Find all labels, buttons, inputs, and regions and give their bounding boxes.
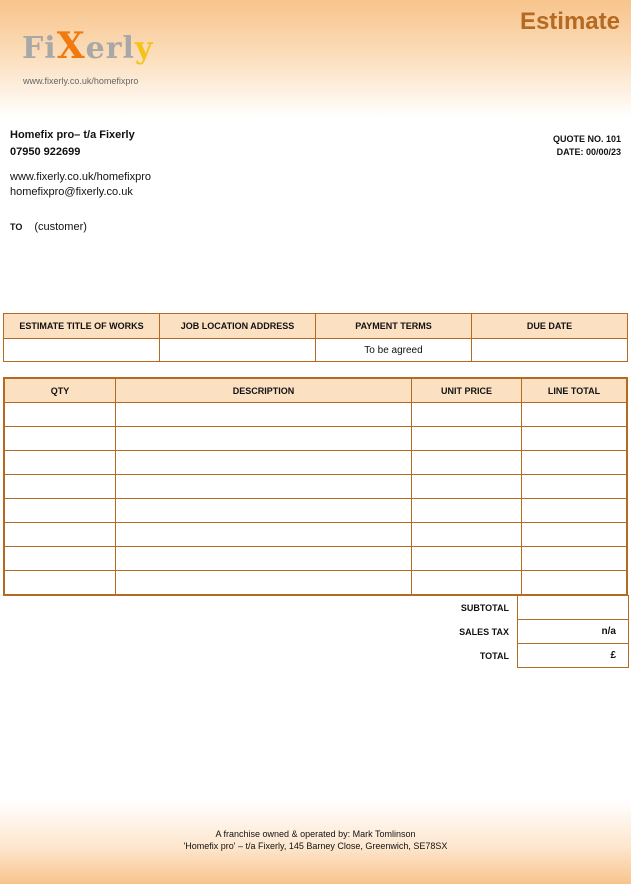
footer-owner: A franchise owned & operated by: Mark Tomlinson bbox=[215, 829, 416, 839]
description-cell[interactable] bbox=[116, 451, 412, 475]
description-cell[interactable] bbox=[116, 499, 412, 523]
table-row bbox=[4, 571, 627, 596]
company-email[interactable]: homefixpro@fixerly.co.uk bbox=[10, 186, 133, 198]
sales-tax-value[interactable]: n/a bbox=[518, 620, 629, 644]
header-description: DESCRIPTION bbox=[116, 378, 412, 403]
line-total-cell[interactable] bbox=[522, 523, 628, 547]
document-title: Estimate bbox=[519, 8, 620, 35]
customer-field[interactable]: (customer) bbox=[34, 221, 87, 233]
subtotal-value[interactable] bbox=[518, 596, 629, 620]
qty-cell[interactable] bbox=[4, 547, 116, 571]
cell-due-date[interactable] bbox=[472, 339, 628, 362]
logo-url: www.fixerly.co.uk/homefixpro bbox=[23, 76, 139, 86]
header-line-total: LINE TOTAL bbox=[522, 378, 628, 403]
to-block bbox=[10, 221, 87, 233]
table-row bbox=[4, 403, 627, 427]
item-rows bbox=[4, 403, 627, 596]
line-total-cell[interactable] bbox=[522, 499, 628, 523]
table-row bbox=[4, 475, 627, 499]
cell-title-of-works[interactable] bbox=[4, 339, 160, 362]
line-total-cell[interactable] bbox=[522, 427, 628, 451]
job-info-table bbox=[3, 313, 628, 362]
unit-price-cell[interactable] bbox=[412, 547, 522, 571]
unit-price-cell[interactable] bbox=[412, 451, 522, 475]
header-unit-price: UNIT PRICE bbox=[412, 378, 522, 403]
footer-address: 'Homefix pro' – t/a Fixerly, 145 Barney Close, Greenwich, SE78SX bbox=[183, 841, 448, 851]
description-cell[interactable] bbox=[116, 571, 412, 596]
header-payment-terms: PAYMENT TERMS bbox=[316, 314, 472, 339]
qty-cell[interactable] bbox=[4, 427, 116, 451]
subtotal-label: SUBTOTAL bbox=[460, 602, 509, 613]
description-cell[interactable] bbox=[116, 547, 412, 571]
cell-job-location[interactable] bbox=[160, 339, 316, 362]
line-total-cell[interactable] bbox=[522, 403, 628, 427]
company-name: Homefix pro– t/a Fixerly bbox=[10, 129, 135, 141]
description-cell[interactable] bbox=[116, 475, 412, 499]
line-total-cell[interactable] bbox=[522, 475, 628, 499]
to-label: TO bbox=[10, 222, 23, 232]
line-total-cell[interactable] bbox=[522, 451, 628, 475]
cell-payment-terms[interactable]: To be agreed bbox=[316, 339, 472, 362]
unit-price-cell[interactable] bbox=[412, 571, 522, 596]
totals-table bbox=[440, 595, 629, 668]
company-website[interactable]: www.fixerly.co.uk/homefixpro bbox=[10, 171, 152, 183]
unit-price-cell[interactable] bbox=[412, 523, 522, 547]
qty-cell[interactable] bbox=[4, 475, 116, 499]
total-label: TOTAL bbox=[479, 650, 509, 661]
company-phone: 07950 922699 bbox=[10, 146, 81, 158]
fixerly-logo: FiXerly bbox=[22, 25, 154, 67]
table-row bbox=[4, 451, 627, 475]
quote-info bbox=[553, 133, 621, 159]
unit-price-cell[interactable] bbox=[412, 475, 522, 499]
qty-cell[interactable] bbox=[4, 523, 116, 547]
quote-number: QUOTE NO. 101 bbox=[552, 134, 621, 144]
header-due-date: DUE DATE bbox=[472, 314, 628, 339]
line-items-table bbox=[3, 377, 628, 596]
header-job-location: JOB LOCATION ADDRESS bbox=[160, 314, 316, 339]
table-row bbox=[4, 523, 627, 547]
description-cell[interactable] bbox=[116, 523, 412, 547]
qty-cell[interactable] bbox=[4, 571, 116, 596]
qty-cell[interactable] bbox=[4, 499, 116, 523]
unit-price-cell[interactable] bbox=[412, 499, 522, 523]
line-total-cell[interactable] bbox=[522, 547, 628, 571]
description-cell[interactable] bbox=[116, 403, 412, 427]
qty-cell[interactable] bbox=[4, 403, 116, 427]
quote-date: DATE: 00/00/23 bbox=[556, 147, 621, 157]
sales-tax-label: SALES TAX bbox=[459, 626, 509, 637]
unit-price-cell[interactable] bbox=[412, 427, 522, 451]
description-cell[interactable] bbox=[116, 427, 412, 451]
header-title-of-works: ESTIMATE TITLE OF WORKS bbox=[4, 314, 160, 339]
line-total-cell[interactable] bbox=[522, 571, 628, 596]
qty-cell[interactable] bbox=[4, 451, 116, 475]
header-qty: QTY bbox=[4, 378, 116, 403]
table-row bbox=[4, 499, 627, 523]
total-value[interactable]: £ bbox=[518, 644, 629, 668]
unit-price-cell[interactable] bbox=[412, 403, 522, 427]
table-row bbox=[4, 547, 627, 571]
table-row bbox=[4, 427, 627, 451]
